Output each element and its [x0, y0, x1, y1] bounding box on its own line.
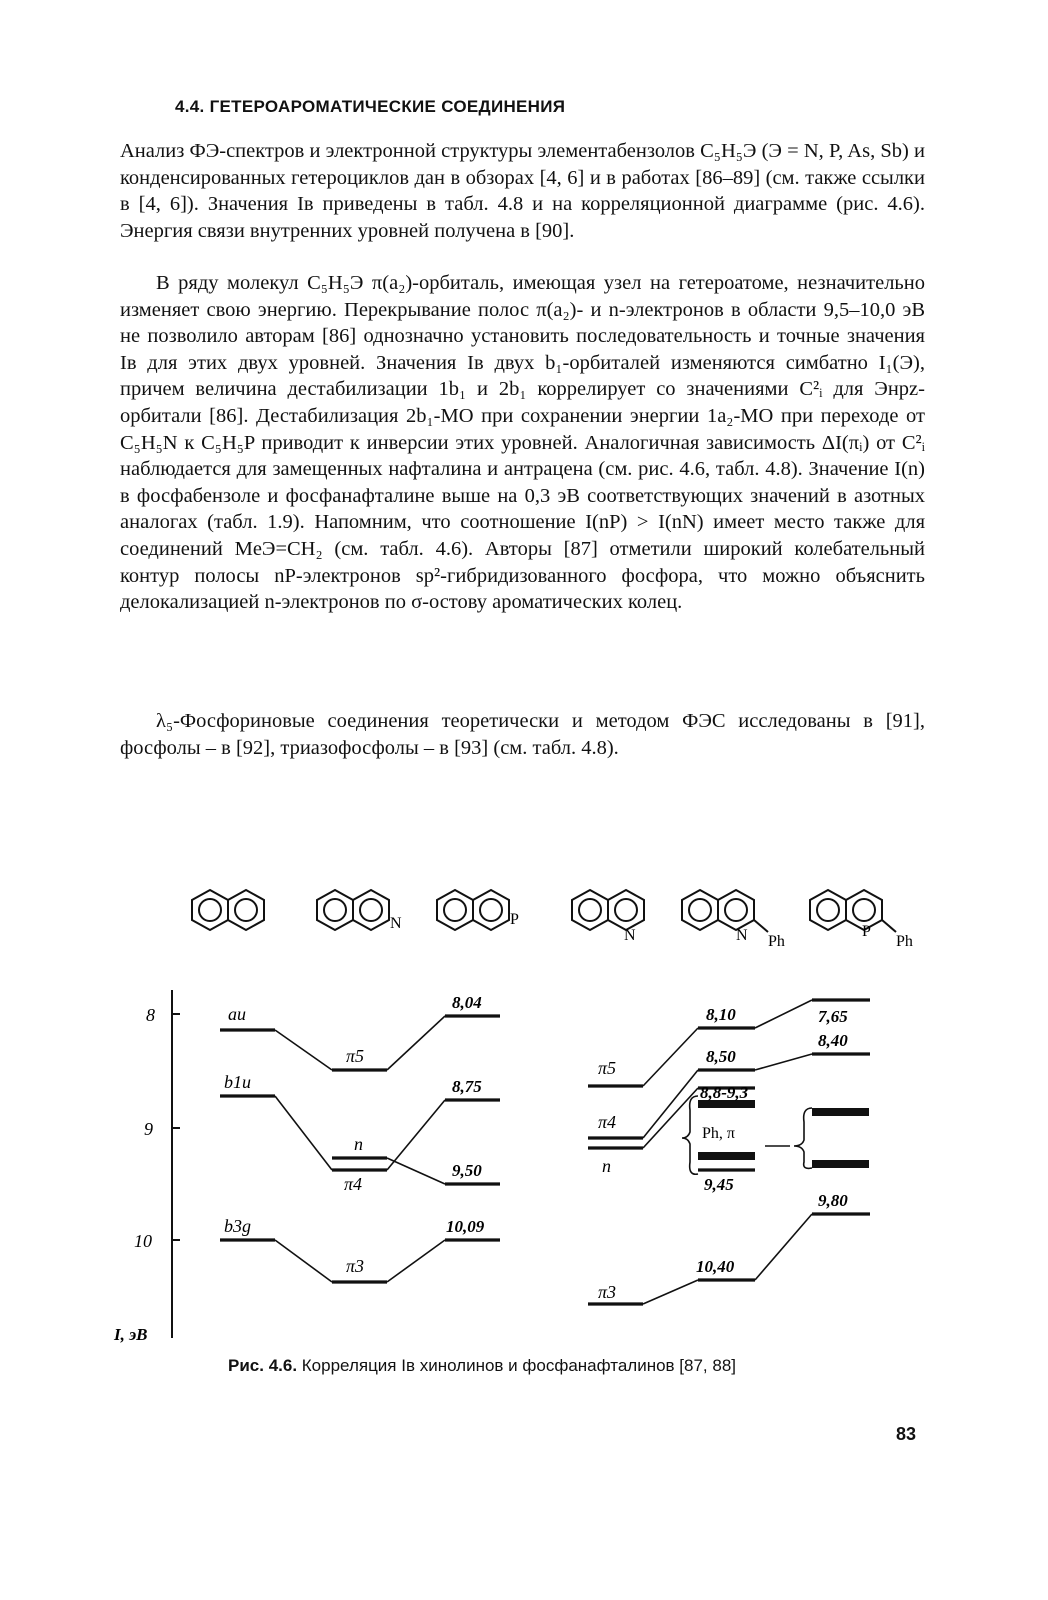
left-correlation [220, 993, 500, 1282]
isoquinoline-structure [572, 890, 644, 944]
phenyl-pi-group-label: Ph, π [702, 1125, 735, 1142]
value-9-80: 9,80 [818, 1191, 848, 1210]
tick-10: 10 [134, 1231, 152, 1251]
phenylquinoline-structure [682, 890, 785, 950]
orbital-pi3-right: π3 [598, 1282, 617, 1302]
paragraph-3: λ₅-Фосфориновые соединения теоретически и методом ФЭС исследованы в [91], фосфолы – в [92], триазофосфолы – в [93] (см. табл. 4.8). [120, 710, 925, 759]
atom-p-label-2: P [862, 923, 871, 940]
atom-n-label-2: N [624, 927, 636, 944]
value-10-40: 10,40 [696, 1257, 735, 1276]
value-9-45: 9,45 [704, 1175, 734, 1194]
value-10-09: 10,09 [446, 1217, 485, 1236]
paragraph-1: Анализ ФЭ-спектров и электронной структуры элементабензолов C₅H₅Э (Э = N, P, As, Sb) и конденсированных гетероциклов дан в обзорах [4, 6] и в работах [86–89] (см. также ссылки в [4, 6]). Значения Iв приведены в табл. 4.8 и на корреляционной диаграмме (рис. 4.6). Энергия связи внутренних уровней получена в [90]. [120, 140, 925, 242]
right-correlation [588, 1000, 870, 1304]
atom-p-label: P [510, 911, 519, 928]
value-8-8-9-3: 8,8-9,3 [700, 1083, 749, 1102]
tick-9: 9 [144, 1119, 153, 1139]
orbital-b3g: b3g [224, 1216, 251, 1236]
quinoline-structure-1 [317, 890, 402, 932]
section-heading: 4.4. ГЕТЕРОАРОМАТИЧЕСКИЕ СОЕДИНЕНИЯ [175, 97, 566, 116]
orbital-au: au [228, 1004, 246, 1024]
value-8-50: 8,50 [706, 1047, 736, 1066]
page-number: 83 [896, 1424, 917, 1444]
orbital-pi5-right: π5 [598, 1058, 617, 1078]
tick-8: 8 [146, 1005, 155, 1025]
value-9-50: 9,50 [452, 1161, 482, 1180]
orbital-n-right: n [602, 1156, 611, 1176]
energy-axis [113, 990, 180, 1344]
axis-label: I, эВ [114, 1325, 148, 1344]
orbital-pi4-right: π4 [598, 1112, 617, 1132]
naphthalene-structure [192, 890, 264, 930]
value-8-75: 8,75 [452, 1077, 482, 1096]
phenyl-label: Ph [768, 933, 785, 950]
orbital-pi5-left: π5 [346, 1046, 365, 1066]
orbital-pi4-left: π4 [344, 1174, 363, 1194]
value-8-40: 8,40 [818, 1031, 848, 1050]
orbital-n-left: n [354, 1134, 363, 1154]
caption-label: Рис. 4.6. [228, 1356, 298, 1375]
correlation-diagram [100, 860, 960, 1350]
figure-caption [228, 1356, 736, 1376]
paragraph-2: В ряду молекул C₅H₅Э π(a₂)-орбиталь, имеющая узел на гетероатоме, незначительно изменяет свою энергию. Перекрывание полос π(a₂)- и n-электронов в области 9,5–10,0 эВ не позволило авторам [86] однозначно установить последовательность и точные значения Iв для этих двух уровней. Значения Iв двух b₁-орбиталей изменяются симбатно I₁(Э), причем величина дестабилизации 1b₁ и 2b₁ коррелирует со значениями C²ᵢ для Энpz-орбитали [86]. Дестабилизация 2b₁-МО при сохранении энергии 1a₂-МО при переходе от C₅H₅N к C₅H₅P приводит к инверсии этих уровней. Аналогичная зависимость ΔI(πᵢ) от C²ᵢ наблюдается для замещенных нафталина и антрацена (см. рис. 4.6, табл. 4.8). Значение I(n) в фосфабензоле и фосфанафталине выше на 0,3 эВ соответствующих значений в азотных аналогах (табл. 1.9). Напомним, что соотношение I(nP) > I(nN) имеет место также для соединений MeЭ=CH₂ (см. табл. 4.6). Авторы [87] отметили широкий колебательный контур полосы nP-электронов sp²-гибридизованного фосфора, что можно объяснить делокализацией n-электронов по σ-остову ароматических колец. [120, 272, 925, 614]
orbital-pi3-left: π3 [346, 1256, 365, 1276]
phenylphosphanaphthalene-structure [810, 890, 913, 950]
phosphanaphthalene-structure-1 [437, 890, 519, 930]
atom-n-label-3: N [736, 927, 748, 944]
orbital-b1u: b1u [224, 1072, 251, 1092]
atom-n-label: N [390, 915, 402, 932]
value-8-10: 8,10 [706, 1005, 736, 1024]
caption-text: Корреляция Iв хинолинов и фосфанафталинов [87, 88] [301, 1356, 737, 1375]
phenyl-label-2: Ph [896, 933, 913, 950]
value-8-04: 8,04 [452, 993, 482, 1012]
value-7-65: 7,65 [818, 1007, 848, 1026]
